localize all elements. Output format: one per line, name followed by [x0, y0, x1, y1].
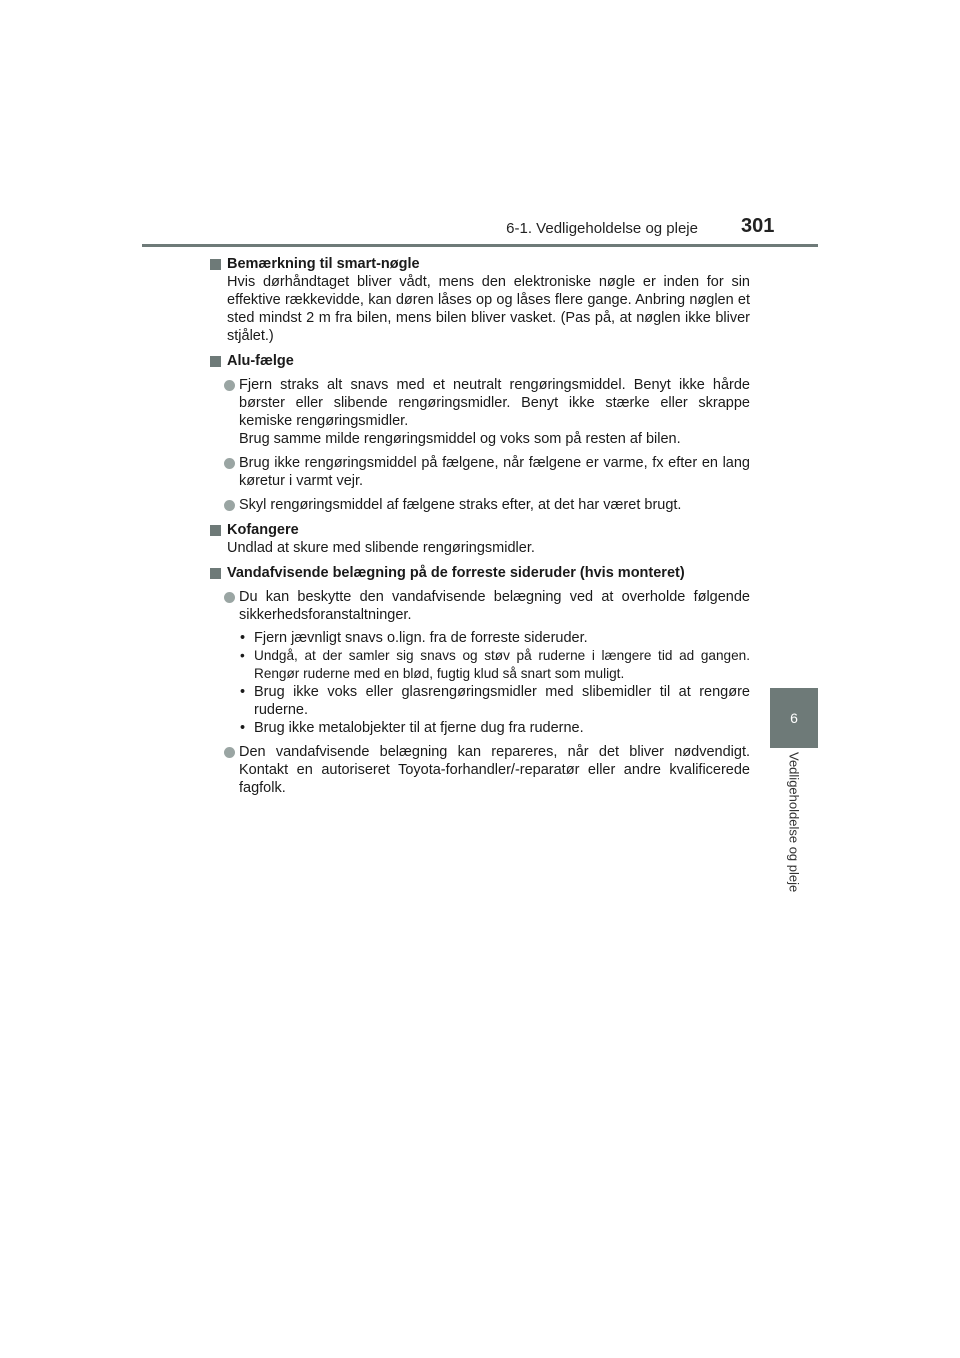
bullet-text: Den vandafvisende belægning kan repareres, når det bliver nødvendigt. Kontakt en autoriseret Toyota-forhandler/-reparatør eller andre kvalificerede fagfolk. [239, 744, 750, 796]
heading-text: Kofangere [227, 522, 299, 538]
circle-bullet-icon [224, 500, 235, 511]
section-heading [210, 564, 750, 582]
section-alu-rims [210, 352, 750, 514]
bullet-text: Skyl rengøringsmiddel af fælgene straks efter, at det har været brugt. [239, 497, 682, 513]
sub-list [210, 629, 750, 737]
heading-text: Vandafvisende belægning på de forreste sideruder (hvis monteret) [227, 565, 685, 581]
list-item [210, 743, 750, 797]
sub-list-item [239, 629, 750, 647]
square-bullet-icon [210, 356, 221, 367]
section-heading [210, 521, 750, 539]
circle-bullet-icon [224, 458, 235, 469]
dot-bullet-icon: • [240, 648, 245, 663]
sub-item-text: Brug ikke metalobjekter til at fjerne dug fra ruderne. [254, 720, 584, 736]
list-item [210, 496, 750, 514]
circle-bullet-icon [224, 380, 235, 391]
sub-list-item [239, 683, 750, 719]
bullet-text: Fjern straks alt snavs med et neutralt rengøringsmiddel. Benyt ikke hårde børster eller slibende rengøringsmidler. Benyt ikke stærke eller skrappe kemiske rengøringsmidler. [239, 377, 750, 429]
sub-item-text: Undgå, at der samler sig snavs og støv på ruderne i længere tid ad gangen. Rengør ruderne med en blød, fugtig klud så snart som muligt. [254, 648, 750, 681]
sub-list-item [239, 647, 750, 683]
dot-bullet-icon: • [240, 684, 246, 700]
sub-item-text: Brug ikke voks eller glasrengøringsmidler med slibemidler til at rengøre ruderne. [254, 684, 750, 718]
section-heading [210, 352, 750, 370]
list-item [210, 588, 750, 624]
chapter-number: 6 [790, 710, 798, 726]
square-bullet-icon [210, 568, 221, 579]
square-bullet-icon [210, 525, 221, 536]
paragraph: Hvis dørhåndtaget bliver vådt, mens den elektroniske nøgle er inden for sin effektive rækkevidde, kan døren låses op og låses flere gange. Anbring nøglen et sted mindst 2 m fra bilen, mens bilen bliver vasket. (Pas på, at nøglen ikke bliver stjålet.) [227, 274, 750, 344]
square-bullet-icon [210, 259, 221, 270]
page-content [210, 255, 750, 804]
section-water-repellent-coating [210, 564, 750, 797]
section-smart-key [210, 255, 750, 345]
sub-item-text: Fjern jævnligt snavs o.lign. fra de forreste sideruder. [254, 630, 588, 646]
bullet-text: Du kan beskytte den vandafvisende belægning ved at overholde følgende sikkerhedsforanstaltninger. [239, 589, 750, 623]
circle-bullet-icon [224, 592, 235, 603]
heading-text: Bemærkning til smart-nøgle [227, 256, 420, 272]
dot-bullet-icon: • [240, 630, 246, 646]
paragraph: Undlad at skure med slibende rengøringsmidler. [227, 540, 535, 556]
header-title: 6-1. Vedligeholdelse og pleje [506, 220, 698, 237]
side-label [770, 752, 818, 912]
section-bumpers [210, 521, 750, 557]
heading-text: Alu-fælge [227, 353, 294, 369]
bullet-text-extra: Brug samme milde rengøringsmiddel og voks som på resten af bilen. [239, 431, 681, 447]
dot-bullet-icon: • [240, 720, 246, 736]
side-label-text: Vedligeholdelse og pleje [786, 752, 802, 893]
page-number: 301 [741, 215, 775, 237]
chapter-tab[interactable] [770, 688, 818, 748]
list-item [210, 376, 750, 448]
section-heading [210, 255, 750, 273]
sub-list-item [239, 719, 750, 737]
header-rule [142, 244, 818, 247]
bullet-text: Brug ikke rengøringsmiddel på fælgene, når fælgene er varme, fx efter en lang køretur i varmt vejr. [239, 455, 750, 489]
circle-bullet-icon [224, 747, 235, 758]
list-item [210, 454, 750, 490]
